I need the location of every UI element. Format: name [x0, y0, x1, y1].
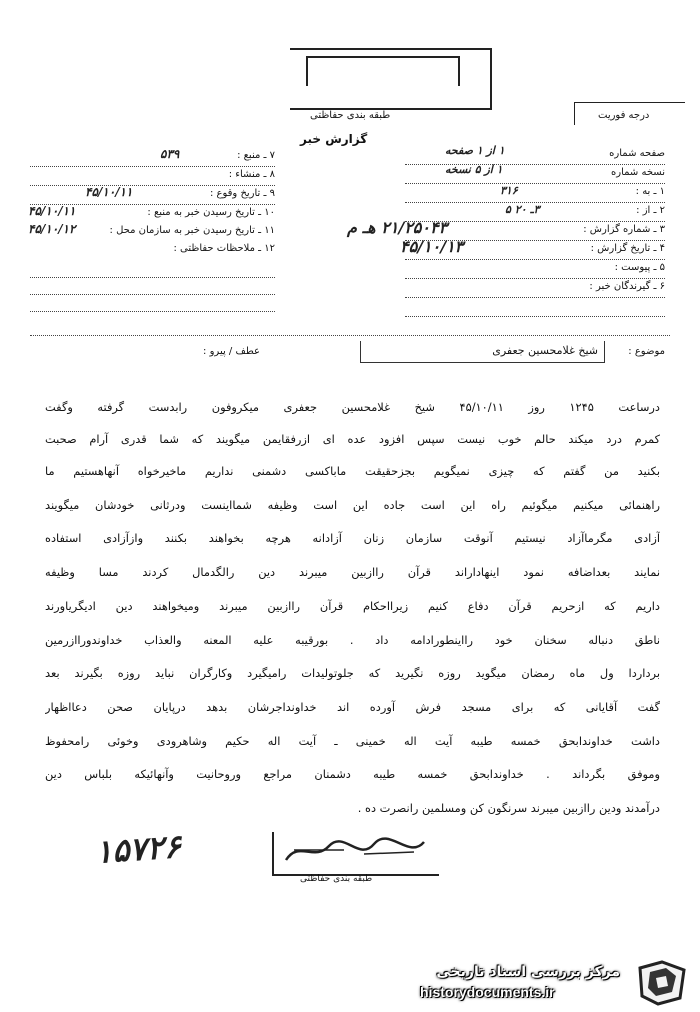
dotted-line — [405, 300, 665, 317]
field-report-date: ۴ ـ تاریخ گزارش : ۴۵/۱۰/۱۳ — [405, 243, 665, 260]
subject-value: شیخ غلامحسین جعفری — [360, 341, 605, 363]
body-line: آزادی مگرماآزاد نیستیم آنوقت سازمان زنان آزادانه هرچه بخواهند بکنند وازآزادی استفاده — [45, 531, 660, 545]
field-page-number: صفحه شماره ۱ از ۱ صفحه — [405, 148, 665, 165]
body-line: برداردا ول ماه رمضان میگوید روزه نگیرید که جلوتولیدات رامیگیرد وکارگران نباید روزه بگیرند بعد — [45, 666, 660, 680]
field-report-number: ۳ ـ شماره گزارش : ۲۱/۲۵۰۴۳ هـ م — [405, 224, 665, 241]
priority-label: درجه فوریت — [598, 110, 650, 121]
field-copy-number: نسخه شماره ۱ از ۵ نسخه — [405, 167, 665, 184]
field-from: ۲ ـ از : ۳ـ ۲۰ ۵ — [405, 205, 665, 222]
field-source: ۷ ـ منبع : ۵۳۹ — [30, 150, 275, 167]
field-origin: ۸ ـ منشاء : — [30, 169, 275, 186]
classification-stamp-box — [290, 48, 492, 110]
classification-label: طبقه بندی حفاظتی — [310, 110, 391, 121]
body-line: داریم که ازحریم قرآن دفاع کنیم زیرااحکام قرآن راازبین میبرند ومیخواهند دین ادیگریاورند — [45, 599, 660, 613]
field-to: ۱ ـ به : ۳۱۶ — [405, 186, 665, 203]
body-line: نمایند بعداضافه نمود اینهاداراند قرآن راازبین میبرند دین رالگدمال کردند مسا وظیفه — [45, 565, 660, 579]
body-line: درساعت ۱۲۴۵ روز ۴۵/۱۰/۱۱ شیخ غلامحسین جعفری میکروفون رابدست گرفته وگفت — [45, 400, 660, 414]
signature-stamp-label: طبقه بندی حفاظتی — [300, 874, 373, 884]
body-line: کمرم درد میکند حالم خوب نیست سپس افزود عده ای ازرفقایمن میگویند که شما قدری آرام صحبت — [45, 432, 660, 446]
body-line: درآمدند ودین راازبین میبرند سرنگون کن ومسلمین رانصرت ده . — [357, 801, 660, 815]
signature-scribble-icon — [274, 832, 439, 872]
field-occurrence-date: ۹ ـ تاریخ وقوع : ۴۵/۱۰/۱۱ — [30, 188, 275, 205]
dotted-line — [30, 295, 275, 312]
subject-label: موضوع : — [628, 346, 665, 357]
field-org-received-date: ۱۱ ـ تاریخ رسیدن خبر به سازمان محل : ۴۵/۱۰/۱۲ — [28, 222, 275, 236]
logo-icon — [632, 958, 692, 1008]
watermark — [410, 952, 700, 1012]
body-line: وموفق بگرداند . خداوندابحق خمسه طیبه دشمنان مراجع وروحانیت وآنهائیکه بلباس دین — [45, 767, 660, 781]
subject-divider — [30, 335, 670, 336]
handwritten-number: ۱۵۷۲۶ — [93, 827, 183, 871]
field-source-received-date: ۱۰ ـ تاریخ رسیدن خبر به منبع : ۴۵/۱۰/۱۱ — [28, 204, 275, 218]
field-attachment: ۵ ـ پیوست : — [405, 262, 665, 279]
signature-stamp-box — [272, 832, 439, 876]
field-security-notes: ۱۲ ـ ملاحظات حفاظتی : — [173, 243, 275, 254]
priority-box — [574, 102, 685, 125]
dotted-line — [30, 261, 275, 278]
body-line: بکنید من گفتم که چیزی نمیگویم بجزحقیقت ماباکسی دشمنی نداریم ماخیرخواه آنهاهستیم ما — [45, 464, 660, 478]
left-fields — [28, 147, 275, 312]
dotted-line — [30, 278, 275, 295]
body-line: گفت آقایانی که برای مسجد فرش آورده اند خداونداجرشان بدهد درپایان صحن دعااظهار — [45, 700, 660, 714]
watermark-url: historydocuments.ir — [420, 984, 555, 1000]
field-recipients: ۶ ـ گیرندگان خبر : — [405, 281, 665, 298]
body-line: راهنمائی میکنیم میگوئیم راه این است جاده این است وظیفه شمااینست ودرثانی خودشان میگویند — [45, 498, 660, 512]
right-fields — [347, 144, 665, 317]
reference-label: عطف / پیرو : — [203, 346, 260, 357]
body-line: ناطق دنباله سخنان خود رااینطورادامه داد . بورقیبه علیه المعنه والعذاب خداوندوراازرمین — [45, 633, 660, 647]
body-line: داشت خداوندابحق خمسه طیبه آیت اله خمینی ـ آیت اله حکیم وشاهرودی وخوئی رامحفوظ — [45, 734, 660, 748]
classification-stamp-inner — [306, 56, 460, 86]
watermark-org-name: مرکز بررسی اسناد تاریخی — [436, 964, 620, 980]
report-type-title: گزارش خبر — [300, 132, 368, 146]
